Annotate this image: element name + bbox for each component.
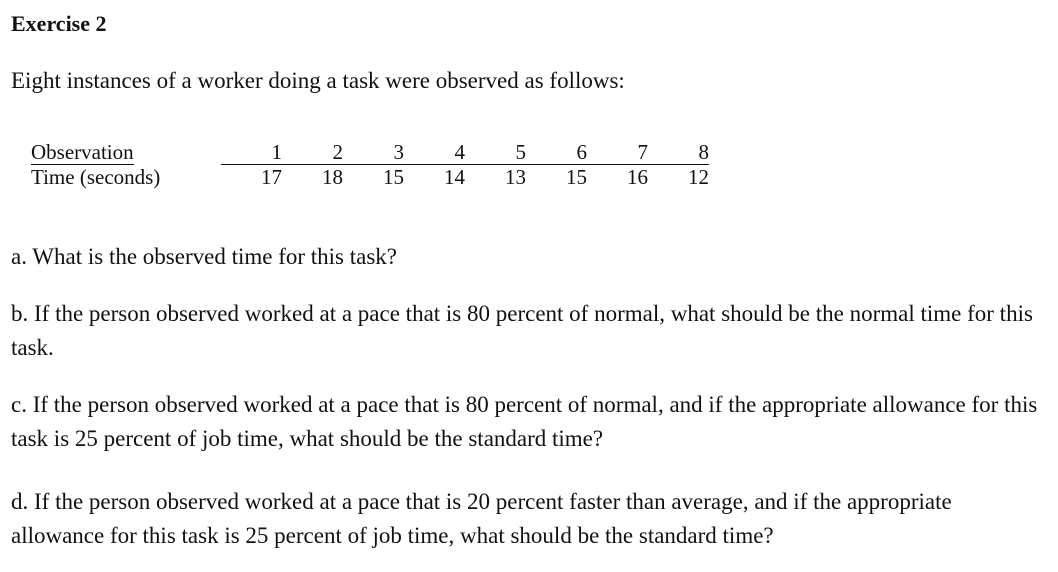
observation-number: 8 bbox=[648, 140, 709, 165]
question-d: d. If the person observed worked at a pace that is 20 percent faster than average, and if the appropriate allowance for this task is 25 percent of job time, what should be the standard time? bbox=[11, 489, 952, 548]
time-row-label: Time (seconds) bbox=[31, 164, 161, 189]
time-value: 12 bbox=[688, 165, 709, 189]
observation-header-row bbox=[31, 140, 709, 165]
observation-header-label: Observation bbox=[31, 140, 134, 165]
time-value: 15 bbox=[566, 165, 587, 189]
question-b: b. If the person observed worked at a pace that is 80 percent of normal, what should be the normal time for this task. bbox=[11, 301, 1033, 360]
observation-number: 1 bbox=[221, 140, 282, 165]
observation-number: 6 bbox=[526, 140, 587, 165]
question-c: c. If the person observed worked at a pace that is 80 percent of normal, and if the appropriate allowance for this task is 25 percent of job time, what should be the standard time? bbox=[11, 392, 1038, 451]
time-value: 15 bbox=[383, 165, 404, 189]
observation-table bbox=[31, 140, 709, 189]
observation-number: 5 bbox=[465, 140, 526, 165]
observation-header-cell bbox=[31, 140, 221, 165]
exercise-intro: Eight instances of a worker doing a task were observed as follows: bbox=[11, 68, 625, 93]
observation-number: 4 bbox=[404, 140, 465, 165]
time-value: 13 bbox=[505, 165, 526, 189]
time-value: 17 bbox=[261, 165, 282, 189]
observation-number: 2 bbox=[282, 140, 343, 165]
time-row bbox=[31, 165, 709, 190]
question-a: a. What is the observed time for this task? bbox=[11, 244, 398, 269]
time-value: 16 bbox=[627, 165, 648, 189]
observation-number: 7 bbox=[587, 140, 648, 165]
observation-number: 3 bbox=[343, 140, 404, 165]
time-value: 18 bbox=[322, 165, 343, 189]
time-value: 14 bbox=[444, 165, 465, 189]
exercise-title: Exercise 2 bbox=[11, 11, 107, 36]
